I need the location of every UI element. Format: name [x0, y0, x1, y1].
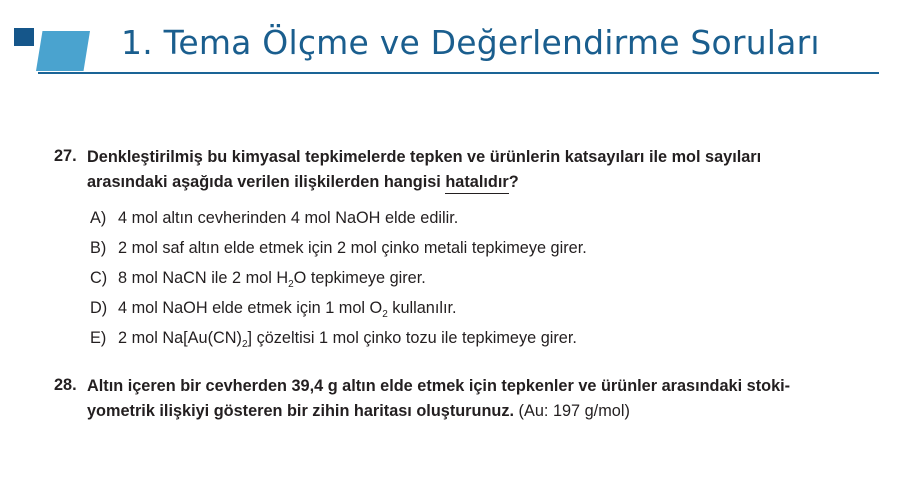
option-letter: A)	[90, 209, 107, 227]
option-text-pre: 8 mol NaCN ile 2 mol H	[118, 269, 289, 287]
option-text-pre: 4 mol NaOH elde etmek için 1 mol O	[118, 299, 383, 317]
question-stem	[87, 374, 892, 424]
subscript: 2	[288, 279, 294, 290]
stem-question-mark: ?	[508, 173, 519, 191]
page-header	[0, 0, 900, 80]
header-divider	[38, 72, 879, 74]
page-title: 1. Tema Ölçme ve Değerlendirme Soruları	[121, 23, 820, 62]
option-text-post: kullanılır.	[387, 299, 457, 317]
question-number: 28.	[54, 376, 77, 394]
question-stem	[87, 145, 892, 195]
option-text-post: ] çözeltisi 1 mol çinko tozu ile tepkimeye girer.	[247, 329, 577, 347]
stem-emphasis-underlined: hatalıdır	[445, 173, 508, 194]
question-stem-line-2	[87, 170, 892, 195]
option-text: 2 mol saf altın elde etmek için 2 mol çinko metali tepkimeye girer.	[118, 239, 587, 257]
header-logo-light-parallelogram	[36, 31, 90, 71]
subscript: 2	[382, 309, 388, 320]
option-b[interactable]	[90, 239, 587, 263]
option-letter: E)	[90, 329, 107, 347]
option-a[interactable]	[90, 209, 458, 233]
stem-text: arasındaki aşağıda verilen ilişkilerden hangisi	[87, 173, 446, 191]
option-c[interactable]	[90, 269, 426, 293]
option-text-pre: 2 mol Na[Au(CN)	[118, 329, 242, 347]
question-stem-line-2	[87, 399, 892, 424]
option-d[interactable]	[90, 299, 457, 323]
option-e[interactable]	[90, 329, 577, 353]
question-stem-line-1: Altın içeren bir cevherden 39,4 g altın elde etmek için tepkenler ve ürünler arasındaki stoki-	[87, 377, 791, 395]
option-text-post: O tepkimeye girer.	[293, 269, 426, 287]
option-letter: B)	[90, 239, 107, 257]
question-number: 27.	[54, 147, 77, 165]
option-letter: C)	[90, 269, 108, 287]
question-stem-line-1: Denkleştirilmiş bu kimyasal tepkimelerde tepken ve ürünlerin katsayıları ile mol sayıları	[87, 148, 762, 166]
subscript: 2	[241, 339, 248, 350]
stem-text-bold: yometrik ilişkiyi gösteren bir zihin haritası oluşturunuz.	[87, 402, 515, 420]
stem-given-data: (Au: 197 g/mol)	[514, 402, 630, 420]
option-letter: D)	[90, 299, 108, 317]
header-logo-dark-square	[14, 28, 34, 46]
option-text: 4 mol altın cevherinden 4 mol NaOH elde edilir.	[118, 209, 459, 227]
